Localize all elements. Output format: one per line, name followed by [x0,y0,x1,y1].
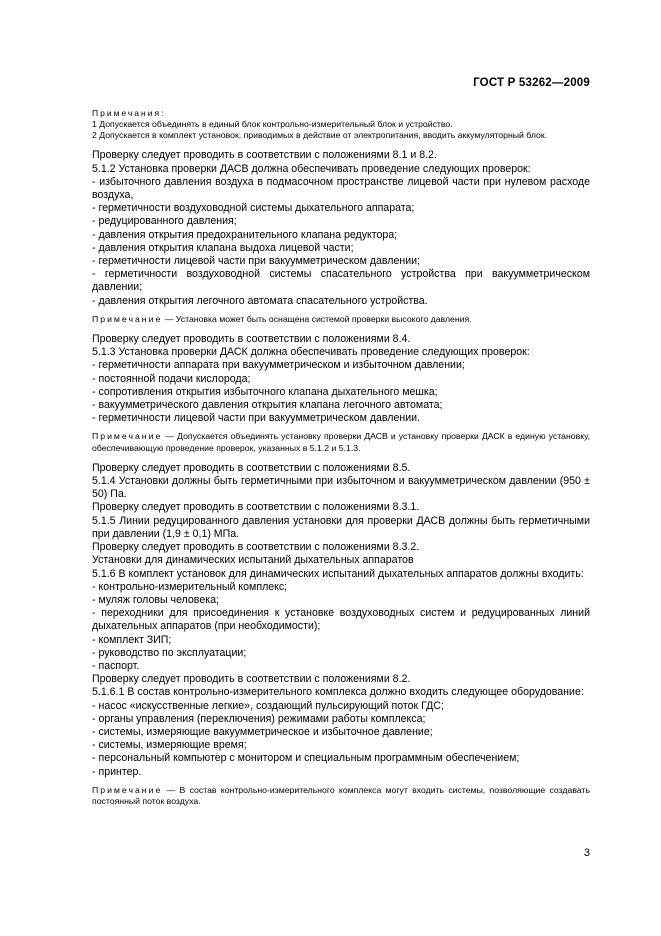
paragraph: - герметичности воздуховодной системы дыхательного аппарата; [92,202,415,215]
paragraph: - давления открытия легочного автомата спасательного устройства. [92,294,428,307]
paragraph: - давления открытия предохранительного клапана редуктора; [92,228,398,241]
note: Примечание — В состав контрольно-измерительного комплекса могут входить системы, позволяющие создавать постоянный поток воздуха. [92,784,590,806]
paragraph: Проверку следует проводить в соответствии с положениями 8.5. [92,461,411,474]
paragraph: - давления открытия клапана выдоха лицевой части; [92,241,354,254]
paragraph: - избыточного давления воздуха в подмасочном пространстве лицевой части при нулевом расходе воздуха, [92,175,590,202]
paragraph: - постоянной подачи кислорода; [92,372,251,385]
note: Примечание — Установка может быть оснащена системой проверки высокого давления. [92,313,472,324]
paragraph: Установки для динамических испытаний дыхательных аппаратов [92,554,414,567]
paragraph: - сопротивления открытия избыточного клапана дыхательного мешка; [92,385,438,398]
paragraph: - герметичности воздуховодной системы спасательного устройства при вакуумметрическом давлении; [92,268,590,294]
paragraph: - редуцированного давления; [92,215,237,228]
paragraph: Проверку следует проводить в соответствии с положениями 8.3.1. [92,501,420,514]
paragraph: - системы, измеряющие время; [92,739,247,752]
paragraph: - герметичности аппарата при вакуумметрическом и избыточном давлении; [92,359,465,372]
paragraph: - контрольно-измерительный комплекс; [92,580,288,593]
paragraph: - руководство по эксплуатации; [92,646,247,659]
note: Примечание — Допускается объединять установку проверки ДАСВ и установку проверки ДАСК в единую установку, обеспечивающую проведение проверок, указанных в 5.1.2 и 5.1.3. [92,431,590,453]
paragraph: - органы управления (переключения) режимами работы комплекса; [92,712,426,725]
note: 2 Допускается в комплект установок, приводимых в действие от электропитания, вводить аккумуляторный блок. [92,130,548,141]
paragraph: - системы, измеряющие вакуумметрическое и избыточное давление; [92,725,433,738]
paragraph: - паспорт. [92,659,140,672]
note-label: Примечания: [92,108,166,118]
paragraph: - муляж головы человека; [92,593,219,606]
note-heading [92,108,590,119]
note-label: Примечание [92,784,163,795]
paragraph: - персональный компьютер с монитором и специальным программным обеспечением; [92,752,520,765]
paragraph: 5.1.2 Установка проверки ДАСВ должна обеспечивать проведение следующих проверок: [92,162,531,175]
paragraph: - герметичности лицевой части при вакуумметрическом давлении; [92,255,420,268]
paragraph: 5.1.6 В комплект установок для динамических испытаний дыхательных аппаратов должны входить: [92,567,584,580]
document-header: ГОСТ Р 53262—2009 [473,77,590,89]
note-label: Примечание [92,431,163,442]
note: 1 Допускается объединять в единый блок контрольно-измерительный блок и устройство. [92,119,453,129]
paragraph: 5.1.3 Установка проверки ДАСК должна обеспечивать проведение следующих проверок: [92,346,530,359]
page-number: 3 [583,847,590,859]
paragraph: - комплект ЗИП; [92,633,172,646]
paragraph: - принтер. [92,765,142,778]
paragraph: 5.1.4 Установки должны быть герметичными при избыточном и вакуумметрическом давлении (950 ± 50) Па. [92,475,590,501]
note-label: Примечание [92,313,163,324]
paragraph: - вакуумметрического давления открытия клапана легочного автомата; [92,399,443,412]
paragraph: - переходники для присоединения к установке воздуховодных систем и редуцированных линий дыхательных аппаратов (при необходимости); [92,607,590,633]
paragraph: - герметичности лицевой части при вакуумметрическом давлении. [92,412,420,425]
paragraph: - насос «искусственные легкие», создающий пульсирующий поток ГДС; [92,699,444,712]
paragraph: Проверку следует проводить в соответствии с положениями 8.4. [92,333,411,346]
paragraph: Проверку следует проводить в соответствии с положениями 8.3.2. [92,541,420,554]
paragraph: Проверку следует проводить в соответствии с положениями 8.1 и 8.2. [92,149,437,162]
document-body [92,108,590,807]
paragraph: Проверку следует проводить в соответствии с положениями 8.2. [92,673,411,686]
paragraph: 5.1.5 Линии редуцированного давления установки для проверки ДАСВ должны быть герметичными при давлении (1,9 ± 0,1) МПа. [92,514,590,540]
paragraph: 5.1.6.1 В состав контрольно-измерительного комплекса должно входить следующее оборудование: [92,686,584,699]
